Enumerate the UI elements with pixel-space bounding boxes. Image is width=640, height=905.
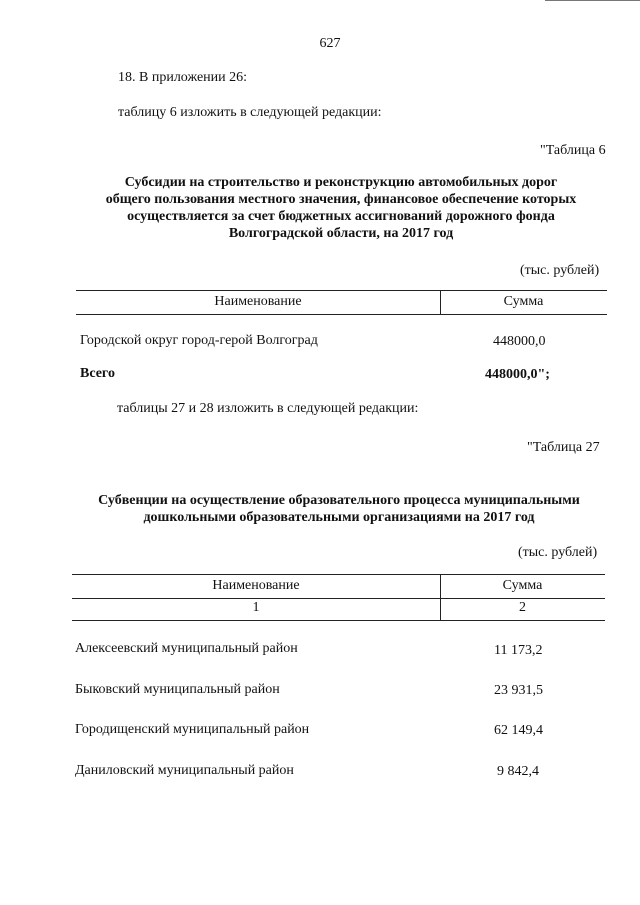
table6-top-border — [76, 290, 607, 291]
table6-header-name: Наименование — [214, 294, 302, 309]
table6-row-sum: 448000,0 — [493, 334, 546, 349]
table27-colnum-sum: 2 — [519, 600, 526, 615]
table27-row-sum: 9 842,4 — [497, 764, 539, 779]
table6-header-sum: Сумма — [503, 294, 544, 309]
table6-title-line: общего пользования местного значения, финансовое обеспечение которых — [105, 192, 577, 207]
instruction-table6: таблицу 6 изложить в следующей редакции: — [118, 105, 382, 120]
table27-row-name: Городищенский муниципальный район — [75, 722, 310, 737]
table27-row-sum: 23 931,5 — [494, 683, 543, 698]
table6-title-line: Волгоградской области, на 2017 год — [228, 226, 454, 241]
table6-title — [76, 174, 606, 242]
item-intro: 18. В приложении 26: — [118, 70, 248, 85]
scan-edge-line — [545, 0, 640, 1]
table6-total-sum: 448000,0"; — [485, 367, 550, 382]
table6-label: "Таблица 6 — [540, 143, 606, 158]
table27-units: (тыс. рублей) — [518, 545, 598, 560]
table27-row-name: Алексеевский муниципальный район — [75, 641, 298, 656]
table27-title-line: Субвенции на осуществление образовательного процесса муниципальными — [98, 493, 580, 508]
table27-row-name: Быковский муниципальный район — [75, 682, 280, 697]
table27-header-border — [72, 598, 605, 599]
table27-row-name: Даниловский муниципальный район — [75, 763, 294, 778]
table27-label: "Таблица 27 — [527, 440, 600, 455]
table6-row-name: Городской округ город-герой Волгоград — [80, 333, 318, 348]
table27-top-border — [72, 574, 605, 575]
page-number: 627 — [319, 36, 341, 51]
table27-row-sum: 62 149,4 — [494, 723, 543, 738]
table27-title-line: дошкольными образовательными организациями на 2017 год — [143, 510, 535, 525]
table27-row-sum: 11 173,2 — [494, 643, 543, 658]
instruction-tables27-28: таблицы 27 и 28 изложить в следующей редакции: — [117, 401, 419, 416]
table27-numbers-border — [72, 620, 605, 621]
table27-title — [74, 492, 604, 526]
table6-units: (тыс. рублей) — [520, 263, 600, 278]
table27-colnum-name: 1 — [252, 600, 260, 615]
table6-title-line: осуществляется за счет бюджетных ассигнований дорожного фонда — [127, 209, 555, 224]
table6-title-line: Субсидии на строительство и реконструкцию автомобильных дорог — [124, 175, 558, 190]
table6-total-label: Всего — [80, 366, 115, 381]
table6-header-border — [76, 314, 607, 315]
table27-header-sum: Сумма — [502, 578, 543, 593]
table27-header-name: Наименование — [212, 578, 300, 593]
